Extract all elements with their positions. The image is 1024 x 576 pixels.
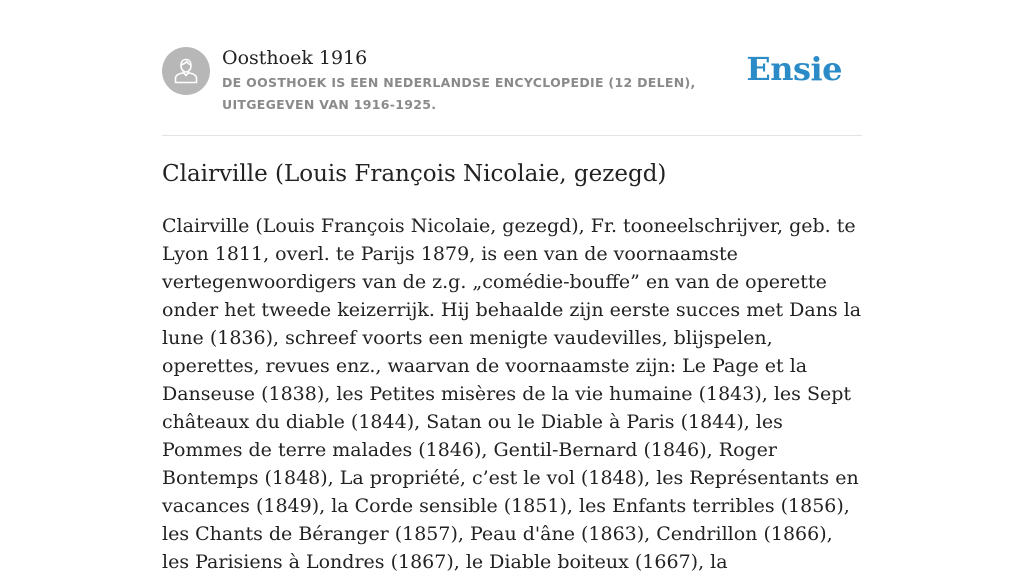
article-body: Clairville (Louis François Nicolaie, gezegd), Fr. tooneelschrijver, geb. te Lyon 1811, overl. te Parijs 1879, is een van de voornaamste vertegenwoordigers van de z.g. „comédie-bouffe” en van de operette onder het tweede keizerrijk. Hij behaalde zijn eerste succes met Dans la lune (1836), schreef voorts een menigte vaudevilles, blijspelen, operettes, revues enz., waarvan de voornaamste zijn: Le Page et la Danseuse (1838), les Petites misères de la vie humaine (1843), les Sept châteaux du diable (1844), Satan ou le Diable à Paris (1844), les Pommes de terre malades (1846), Gentil-Bernard (1846), Roger Bontemps (1848), La propriété, c’est le vol (1848), les Représentants en vacances (1849), la Corde sensible (1851), les Enfants terribles (1856), les Chants de Béranger (1857), Peau d'âne (1863), Cendrillon (1866), les Parisiens à Londres (1867), le Diable boiteux (1667), la	[162, 215, 862, 573]
user-avatar-icon	[171, 56, 201, 86]
source-description: DE OOSTHOEK IS EEN NEDERLANDSE ENCYCLOPEDIE (12 DELEN), UITGEGEVEN VAN 1916-1925.	[222, 75, 696, 112]
ensie-logo[interactable]: Ensie	[746, 50, 842, 88]
source-header	[162, 46, 862, 118]
source-title[interactable]: Oosthoek 1916	[222, 47, 368, 69]
article-title: Clairville (Louis François Nicolaie, gezegd)	[162, 161, 667, 187]
header-divider	[162, 135, 862, 136]
source-avatar[interactable]	[162, 47, 210, 95]
